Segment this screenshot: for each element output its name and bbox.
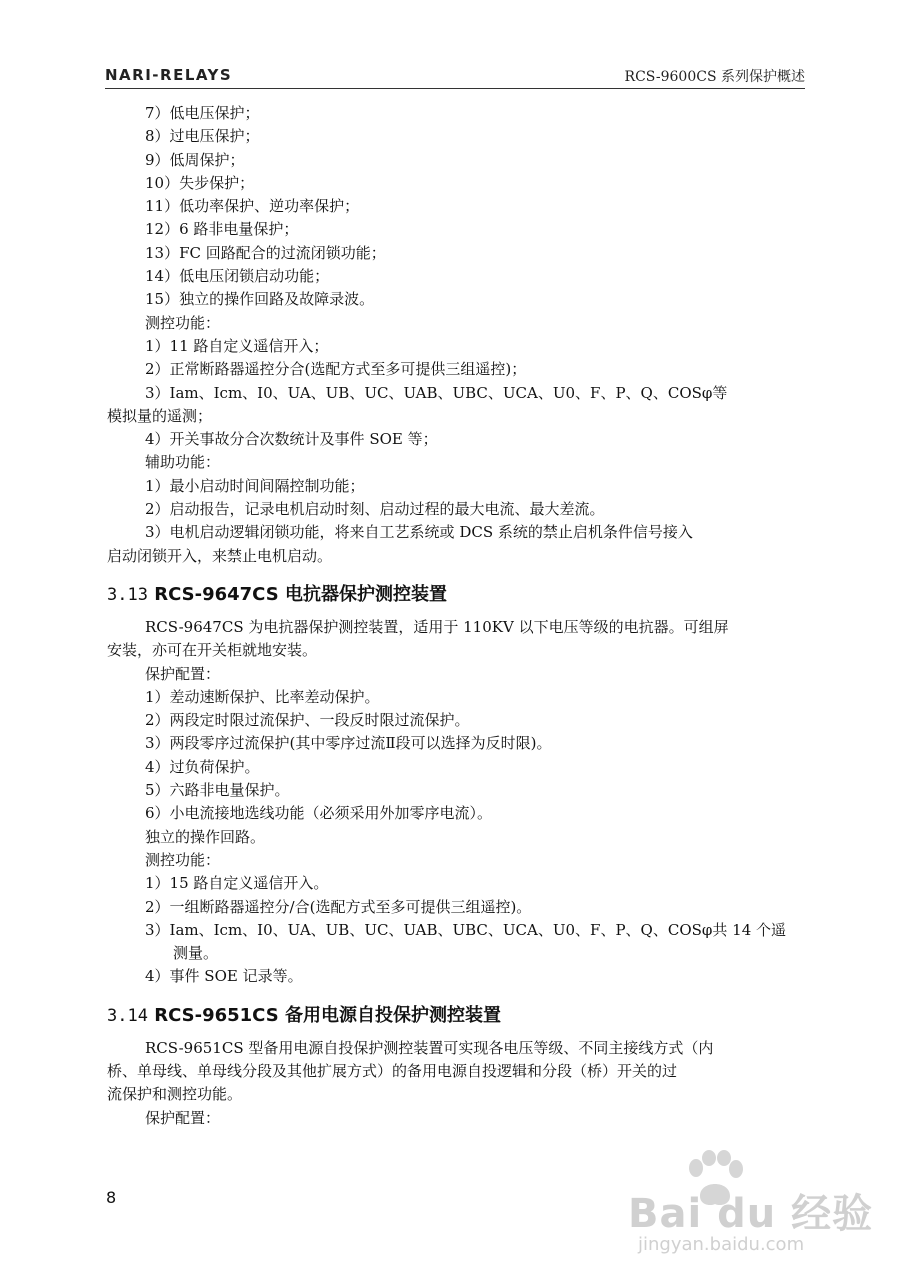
list-item: 2）两段定时限过流保护、一段反时限过流保护。: [145, 711, 470, 730]
page-header: [105, 62, 805, 89]
list-item: 1）11 路自定义遥信开入；: [145, 336, 329, 355]
list-item: 2）正常断路器遥控分合(选配方式至多可提供三组遥控)；: [145, 360, 527, 379]
list-item-continuation: 启动闭锁开入，来禁止电机启动。: [107, 546, 333, 565]
list-item: 13）FC 回路配合的过流闭锁功能；: [145, 243, 386, 262]
list-item: 3）Iam、Icm、I0、UA、UB、UC、UAB、UBC、UCA、U0、F、P、Q、COSφ共 14 个遥: [145, 920, 787, 939]
list-item: 3）两段零序过流保护(其中零序过流Ⅱ段可以选择为反时限)。: [145, 734, 552, 753]
paragraph-line: 桥、单母线、单母线分段及其他扩展方式）的备用电源自投逻辑和分段（桥）开关的过: [107, 1061, 678, 1080]
section-heading-3-14: [107, 1003, 807, 1029]
list-item: 2）启动报告，记录电机启动时刻、启动过程的最大电流、最大差流。: [145, 500, 605, 519]
watermark: [620, 1150, 890, 1260]
list-item: 1）最小启动时间间隔控制功能；: [145, 476, 365, 495]
list-item: 2）一组断路器遥控分/合(选配方式至多可提供三组遥控)。: [145, 897, 532, 916]
op-circuit-line: 独立的操作回路。: [145, 827, 266, 846]
list-item: 4）开关事故分合次数统计及事件 SOE 等；: [145, 430, 438, 449]
paragraph-line: RCS-9651CS 型备用电源自投保护测控装置可实现各电压等级、不同主接线方式（内: [145, 1038, 714, 1057]
list-item-continuation: 模拟量的遥测；: [107, 406, 213, 425]
list-item: 7）低电压保护；: [145, 104, 260, 122]
list-item: 5）六路非电量保护。: [145, 781, 290, 800]
list-item: 9）低周保护；: [145, 150, 245, 169]
list-item: 15）独立的操作回路及故障录波。: [145, 290, 375, 309]
protect-title: 保护配置：: [145, 1108, 221, 1127]
list-item: 4）过负荷保护。: [145, 757, 260, 776]
measure-list: [107, 335, 807, 451]
section-heading-3-13: [107, 582, 807, 608]
section-title: RCS-9651CS 备用电源自投保护测控装置: [154, 1004, 501, 1026]
list-item: 1）差动速断保护、比率差动保护。: [145, 687, 380, 706]
measure-title: 测控功能：: [145, 313, 221, 332]
protect-title: 保护配置：: [145, 664, 221, 683]
list-item: 8）过电压保护；: [145, 127, 260, 146]
aux-title: 辅助功能：: [145, 453, 221, 472]
list-item: 14）低电压闭锁启动功能；: [145, 267, 330, 286]
measure-title: 测控功能：: [145, 850, 221, 869]
watermark-brand: Bai du 经验: [628, 1191, 874, 1237]
paragraph-line: 流保护和测控功能。: [107, 1085, 243, 1104]
list-item-continuation: 测量。: [173, 944, 219, 963]
watermark-url: jingyan.baidu.com: [638, 1234, 805, 1255]
protect-list: [107, 686, 807, 826]
aux-list: [107, 475, 807, 568]
list-item: 11）低功率保护、逆功率保护；: [145, 197, 360, 216]
measure-list: [107, 872, 807, 988]
list-item: 6）小电流接地选线功能（必须采用外加零序电流）。: [145, 804, 493, 823]
list-item: 4）事件 SOE 记录等。: [145, 967, 303, 986]
list-item: 3）Iam、Icm、I0、UA、UB、UC、UAB、UBC、UCA、U0、F、P、Q、COSφ等: [145, 383, 728, 402]
header-doc-title: RCS-9600CS 系列保护概述: [624, 69, 805, 85]
header-company: NARI-RELAYS: [105, 66, 233, 84]
document-body: [107, 102, 807, 1130]
paragraph-line: 安装，亦可在开关柜就地安装。: [107, 641, 318, 660]
section-title: RCS-9647CS 电抗器保护测控装置: [154, 583, 447, 605]
list-item: 10）失步保护；: [145, 173, 255, 192]
paragraph-line: RCS-9647CS 为电抗器保护测控装置，适用于 110KV 以下电压等级的电抗器。可组屏: [145, 617, 729, 636]
list-item: 12）6 路非电量保护；: [145, 220, 299, 239]
section-number: 3.14: [107, 1005, 148, 1026]
page-number: 8: [106, 1188, 117, 1207]
list-item: 1）15 路自定义遥信开入。: [145, 874, 329, 893]
section-number: 3.13: [107, 584, 148, 605]
list-item: 3）电机启动逻辑闭锁功能，将来自工艺系统或 DCS 系统的禁止启机条件信号接入: [145, 523, 693, 542]
protection-list-continued: [107, 102, 807, 312]
